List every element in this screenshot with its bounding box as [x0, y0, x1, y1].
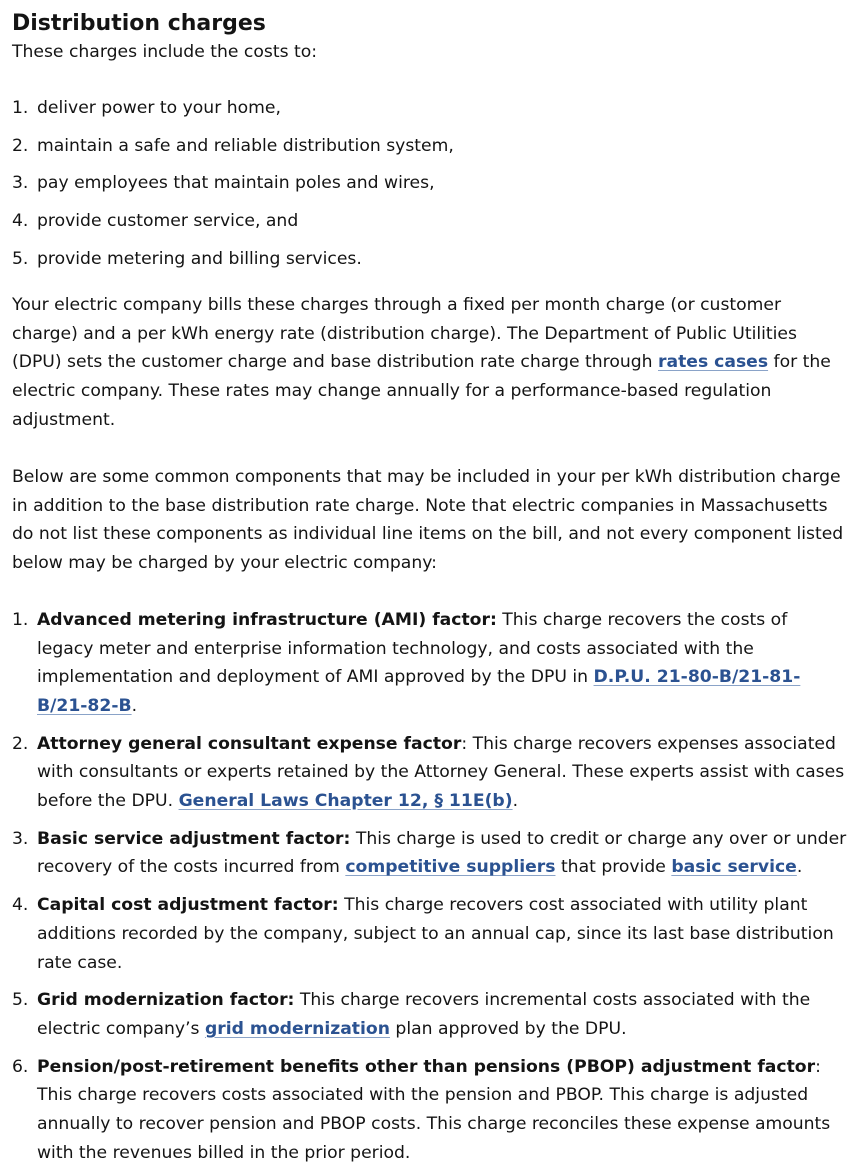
list-number: 2.: [12, 135, 29, 156]
billing-paragraph: Your electric company bills these charges through a fixed per month charge (or customer charge) and a per kWh energy rate (distribution charge). The Department of Public Utilities (DPU) sets the customer charge and base distribution rate charge through rates cases for the electric company. These rates may change annually for a performance-based regulation adjustment.: [12, 294, 831, 430]
term: Attorney general consultant expense factor: [37, 733, 462, 754]
rates-cases-link[interactable]: rates cases: [658, 352, 769, 373]
list-item-agc: 2. Attorney general consultant expense factor: This charge recovers expenses associated with consultants or experts retained by the Attorney General. These experts assist with cases before the DPU. General Laws Chapter 12, § 11E(b).: [12, 730, 848, 816]
page-title: Distribution charges: [12, 11, 266, 36]
term: Basic service adjustment factor:: [37, 828, 351, 849]
list-number: 5.: [12, 249, 29, 270]
list-number: 3.: [12, 828, 29, 849]
list-item-text: pay employees that maintain poles and wires,: [37, 173, 435, 194]
components-list: [12, 606, 848, 1167]
list-number: 1.: [12, 97, 29, 118]
general-laws-link[interactable]: General Laws Chapter 12, § 11E(b): [178, 791, 513, 812]
list-number: 1.: [12, 609, 29, 630]
list-item-text: maintain a safe and reliable distribution system,: [37, 135, 454, 156]
list-number: 4.: [12, 211, 29, 232]
costs-list: [12, 94, 848, 274]
list-number: 4.: [12, 895, 29, 916]
list-item-gm: 5. Grid modernization factor: This charge recovers incremental costs associated with the electric company’s grid modernization plan approved by the DPU.: [12, 986, 848, 1043]
list-number: 5.: [12, 990, 29, 1011]
list-item-text: provide metering and billing services.: [37, 249, 362, 270]
list-number: 6.: [12, 1056, 29, 1077]
grid-modernization-link[interactable]: grid modernization: [204, 1018, 390, 1039]
intro-text: These charges include the costs to:: [12, 42, 318, 62]
list-item: [12, 132, 848, 161]
list-item: [12, 207, 848, 236]
list-item-cca: 4. Capital cost adjustment factor: This charge recovers cost associated with utility plant additions recorded by the company, subject to an annual cap, since its last base distribution rate case.: [12, 891, 848, 977]
basic-service-link[interactable]: basic service: [671, 857, 797, 878]
competitive-suppliers-link[interactable]: competitive suppliers: [345, 857, 556, 878]
list-item-pbop: 6. Pension/post-retirement benefits other than pensions (PBOP) adjustment factor: This charge recovers costs associated with the pension and PBOP. This charge is adjusted annually to recover pension and PBOP costs. This charge reconciles these expense amounts with the revenues billed in the prior period.: [12, 1053, 848, 1167]
list-item-text: deliver power to your home,: [37, 97, 281, 118]
dpu-order-link[interactable]: D.P.U. 21-80-B/21-81-B/21-82-B: [37, 667, 801, 716]
list-item-text: provide customer service, and: [37, 211, 299, 232]
term: Pension/post-retirement benefits other than pensions (PBOP) adjustment factor: [37, 1056, 816, 1077]
list-item: [12, 94, 848, 123]
list-item: [12, 169, 848, 198]
components-paragraph: Below are some common components that may be included in your per kWh distribution charge in addition to the base distribution rate charge. Note that electric companies in Massachusetts do not list these components as individual line items on the bill, and not every component listed below may be charged by your electric company:: [12, 466, 844, 574]
list-number: 3.: [12, 173, 29, 194]
term: Advanced metering infrastructure (AMI) factor:: [37, 609, 497, 630]
term: Grid modernization factor:: [37, 990, 295, 1011]
term: Capital cost adjustment factor:: [37, 895, 339, 916]
list-item-bsa: 3. Basic service adjustment factor: This charge is used to credit or charge any over or under recovery of the costs incurred from competitive suppliers that provide basic service.: [12, 825, 848, 882]
list-item-ami: 1. Advanced metering infrastructure (AMI) factor: This charge recovers the costs of legacy meter and enterprise information technology, and costs associated with the implementation and deployment of AMI approved by the DPU in D.P.U. 21-80-B/21-81-B/21-82-B.: [12, 606, 848, 721]
list-number: 2.: [12, 733, 29, 754]
list-item: [12, 245, 848, 274]
